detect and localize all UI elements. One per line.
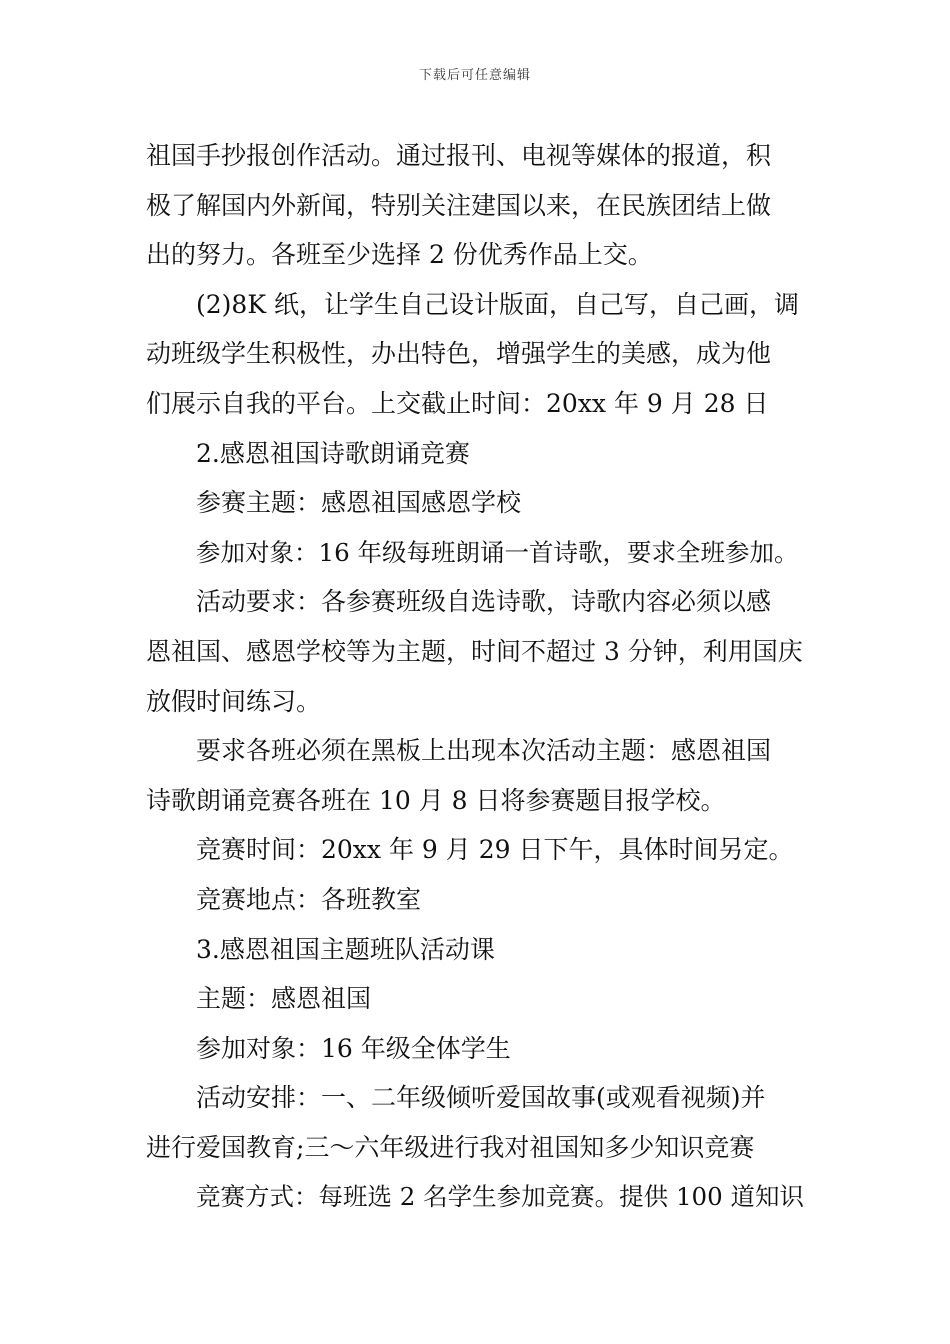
text-line: 们展示自我的平台。上交截止时间：20xx 年 9 月 28 日: [146, 388, 769, 418]
text-line: 进行爱国教育;三～六年级进行我对祖国知多少知识竞赛: [146, 1132, 755, 1162]
text-line: 3.感恩祖国主题班队活动课: [196, 934, 495, 964]
text-line: 动班级学生积极性，办出特色，增强学生的美感，成为他: [146, 339, 772, 369]
text-line: 竞赛地点：各班教室: [196, 884, 422, 914]
text-line: 2.感恩祖国诗歌朗诵竞赛: [196, 438, 470, 468]
text-line: 参加对象：16 年级全体学生: [196, 1033, 511, 1063]
text-line: 恩祖国、感恩学校等为主题，时间不超过 3 分钟，利用国庆: [146, 636, 803, 666]
text-line: 出的努力。各班至少选择 2 份优秀作品上交。: [146, 240, 653, 270]
page-header: 下载后可任意编辑: [418, 68, 531, 83]
text-line: 放假时间练习。: [146, 686, 322, 716]
text-line: 极了解国内外新闻，特别关注建国以来，在民族团结上做: [146, 190, 772, 220]
text-line: 活动要求：各参赛班级自选诗歌，诗歌内容必须以感: [196, 587, 772, 617]
text-line: 竞赛时间：20xx 年 9 月 29 日下午，具体时间另定。: [196, 835, 794, 865]
text-line: 要求各班必须在黑板上出现本次活动主题：感恩祖国: [196, 736, 772, 766]
text-line: 活动安排：一、二年级倾听爱国故事(或观看视频)并: [196, 1083, 766, 1113]
text-line: (2)8K 纸，让学生自己设计版面，自己写，自己画，调: [196, 289, 799, 319]
text-line: 诗歌朗诵竞赛各班在 10 月 8 日将参赛题目报学校。: [146, 785, 726, 815]
document-body: [146, 131, 808, 1222]
text-line: 主题：感恩祖国: [196, 984, 372, 1014]
text-line: 祖国手抄报创作活动。通过报刊、电视等媒体的报道，积: [146, 141, 772, 170]
text-line: 竞赛方式：每班选 2 名学生参加竞赛。提供 100 道知识: [196, 1182, 804, 1212]
text-line: 参加对象：16 年级每班朗诵一首诗歌，要求全班参加。: [196, 537, 799, 567]
text-line: 参赛主题：感恩祖国感恩学校: [196, 488, 522, 518]
